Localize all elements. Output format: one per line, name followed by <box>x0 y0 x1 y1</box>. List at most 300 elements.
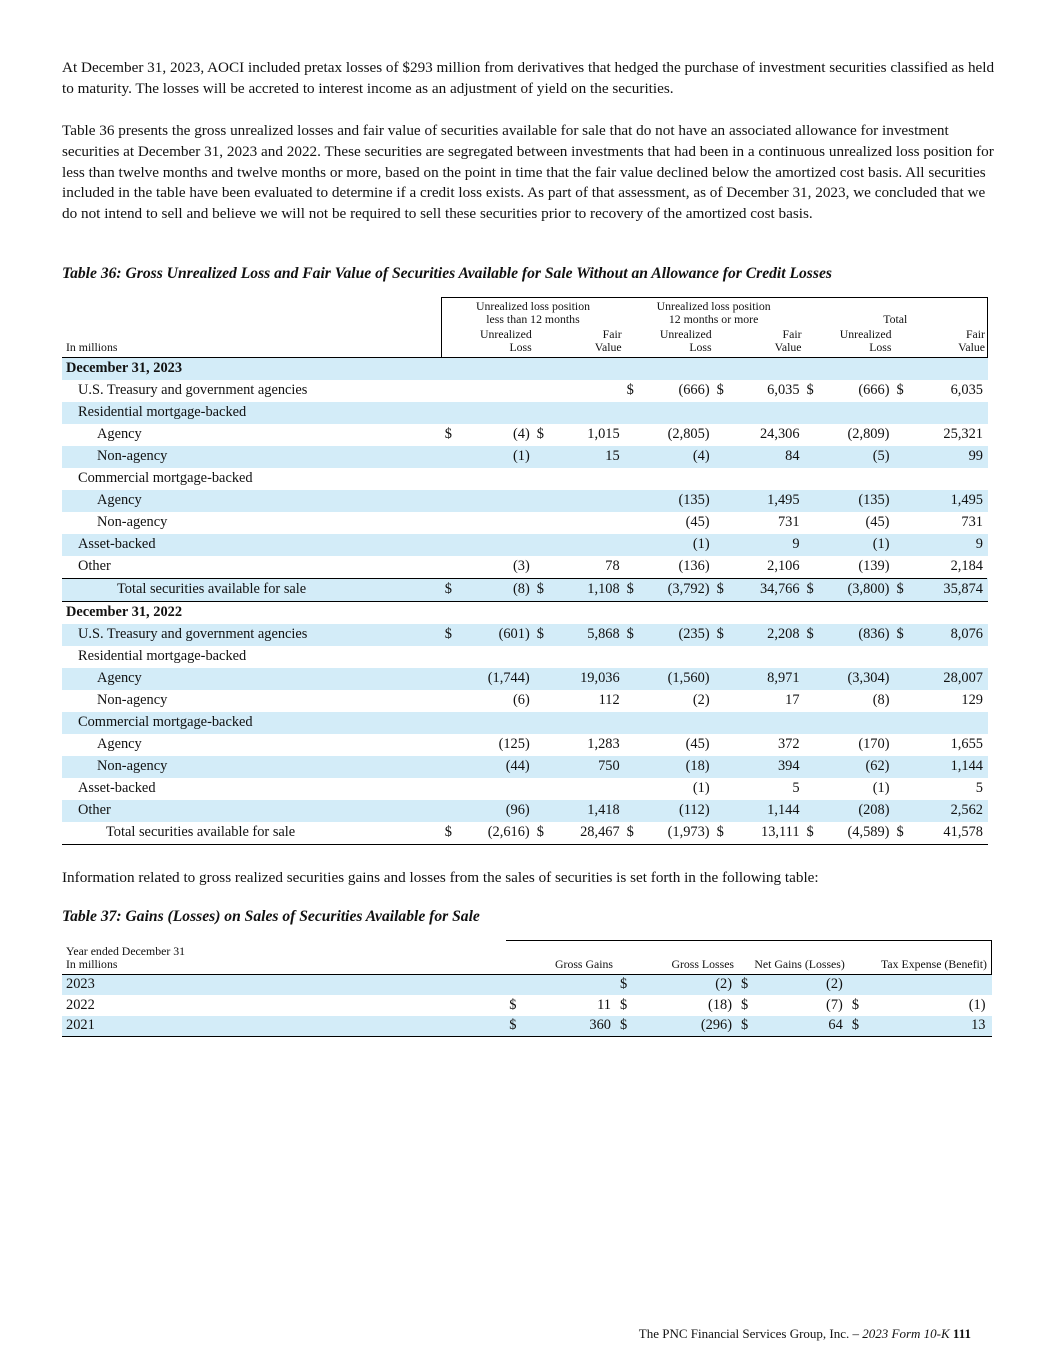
table36-cell-value: 8,971 <box>727 668 804 690</box>
table36-currency-symbol <box>804 734 817 756</box>
table36-column-header <box>804 328 894 358</box>
table36-cell-value: (1) <box>872 780 890 796</box>
table36-row <box>62 402 988 424</box>
table36-row <box>62 490 988 512</box>
table36-row-label: December 31, 2022 <box>66 604 183 620</box>
table36-currency-symbol <box>714 668 727 690</box>
table36-cell-value: (135) <box>817 490 894 512</box>
table36-cell-value: 78 <box>605 558 620 574</box>
table36-cell-value <box>454 646 534 668</box>
table36-cell-value: (135) <box>637 490 714 512</box>
table36-cell-value: 24,306 <box>759 426 800 442</box>
table36-currency-symbol <box>442 800 454 822</box>
table36-currency-symbol <box>624 778 637 800</box>
table36-column-header <box>714 328 804 358</box>
table37-currency-symbol: $ <box>738 1016 750 1037</box>
table36-column-header <box>893 328 987 358</box>
table36-currency-symbol <box>442 646 454 668</box>
table36-currency-symbol <box>534 778 547 800</box>
table36-row-label: U.S. Treasury and government agencies <box>78 382 308 398</box>
table36-currency-symbol <box>804 690 817 712</box>
table36-currency-symbol: $ <box>714 578 727 601</box>
table36-currency-symbol <box>893 778 906 800</box>
table36-row-label: Non-agency <box>62 756 442 778</box>
table36-column-header <box>442 328 534 358</box>
table36-cell-value <box>454 534 534 556</box>
table36-group-header-line: Unrealized loss position <box>475 298 590 313</box>
table36-cell-value: 28,467 <box>547 822 624 845</box>
table36-row-label: Asset-backed <box>78 780 156 796</box>
table36-currency-symbol <box>442 468 454 490</box>
table36-currency-symbol <box>893 601 906 624</box>
table36-group-header-line: Total <box>883 311 908 326</box>
table37-header-label <box>62 941 506 975</box>
table36-currency-symbol <box>442 734 454 756</box>
table36-currency-symbol <box>893 402 906 424</box>
table37-year: 2023 <box>62 974 506 995</box>
table36-cell-value <box>727 357 804 380</box>
table36-currency-symbol <box>534 646 547 668</box>
table36-currency-symbol: $ <box>804 578 817 601</box>
table36-cell-value: (170) <box>858 736 890 752</box>
table36-column-header-line: Fair <box>965 326 985 341</box>
table36-cell-value <box>906 712 987 734</box>
table36-cell-value: (3,800) <box>817 578 894 601</box>
table36-cell-value <box>454 490 534 512</box>
table36-cell-value: 750 <box>547 756 624 778</box>
table36-currency-symbol <box>442 446 454 468</box>
table36-cell-value <box>637 601 714 624</box>
table36-column-header-line: Value <box>594 339 622 354</box>
table36-cell-value <box>547 601 624 624</box>
table36-currency-symbol <box>442 490 454 512</box>
table36-group-header-line: Unrealized loss position <box>656 298 771 313</box>
table36-cell-value <box>454 402 534 424</box>
table37-cell-value: 11 <box>597 996 611 1013</box>
table36-currency-symbol <box>714 556 727 579</box>
table36-column-header-line: Loss <box>869 339 892 354</box>
table36-column-header-line: Value <box>958 339 985 354</box>
table37-cell-value: (2) <box>750 974 848 995</box>
table36-currency-symbol <box>534 756 547 778</box>
footer-company: The PNC Financial Services Group, Inc. – <box>638 1326 860 1341</box>
table36-currency-symbol <box>804 646 817 668</box>
table37-column-header: Tax Expense (Benefit) <box>849 941 992 975</box>
table36-total-row <box>62 578 988 601</box>
table36-currency-symbol <box>442 712 454 734</box>
table37-currency-symbol: $ <box>506 1016 518 1037</box>
table36-cell-value: 1,015 <box>587 426 620 442</box>
table36-currency-symbol <box>714 357 727 380</box>
table37-cell-value: (18) <box>708 996 733 1013</box>
table37-cell-value: 64 <box>750 1016 848 1037</box>
table36-currency-symbol: $ <box>626 382 634 398</box>
table36-row <box>62 734 988 756</box>
table36-currency-symbol: $ <box>893 822 906 845</box>
table36-cell-value: (45) <box>685 736 710 752</box>
table36-currency-symbol: $ <box>896 382 904 398</box>
table36-cell-value <box>906 357 987 380</box>
table36-cell-value: (1,744) <box>454 668 534 690</box>
table36-row-label: U.S. Treasury and government agencies <box>62 624 442 646</box>
table36-cell-value: (125) <box>498 736 530 752</box>
table36-cell-value <box>727 468 804 490</box>
table36-cell-value <box>906 468 987 490</box>
table37-column-header: Gross Gains <box>506 941 617 975</box>
table36-column-header <box>624 328 714 358</box>
table36-currency-symbol <box>624 468 637 490</box>
table36-currency-symbol <box>624 690 637 712</box>
table36-cell-value: 1,144 <box>906 756 987 778</box>
table36-currency-symbol <box>534 668 547 690</box>
table36-cell-value: (601) <box>454 624 534 646</box>
table36-currency-symbol: $ <box>624 624 637 646</box>
table36-cell-value: (4) <box>637 446 714 468</box>
table36-cell-value: (666) <box>858 382 890 398</box>
table36-column-header-row <box>62 328 988 358</box>
table37-units-label: In millions <box>66 956 118 971</box>
table36-currency-symbol <box>714 601 727 624</box>
table36-currency-symbol <box>714 446 727 468</box>
table37 <box>62 940 992 1037</box>
table36-cell-value <box>547 534 624 556</box>
table36-cell-value: 84 <box>727 446 804 468</box>
table36-column-header-line: Fair <box>602 326 622 341</box>
table36-currency-symbol <box>624 534 637 556</box>
table36-cell-value <box>817 601 894 624</box>
table36-currency-symbol: $ <box>534 624 547 646</box>
table37-header-row <box>62 941 992 975</box>
table36-currency-symbol: $ <box>442 578 454 601</box>
table36-cell-value: (8) <box>454 578 534 601</box>
table36-row-label: Other <box>62 800 442 822</box>
table36-cell-value: 5 <box>975 780 983 796</box>
table36-currency-symbol <box>442 512 454 534</box>
table36-currency-symbol <box>804 357 817 380</box>
table36-cell-value: 17 <box>785 692 800 708</box>
table36-currency-symbol: $ <box>806 382 814 398</box>
table37-currency-symbol: $ <box>617 1016 629 1037</box>
table36-currency-symbol <box>624 446 637 468</box>
table36-cell-value <box>906 646 987 668</box>
table36-cell-value: (8) <box>872 692 890 708</box>
table36-cell-value: 372 <box>777 736 800 752</box>
table36-currency-symbol <box>804 468 817 490</box>
table36 <box>62 297 988 845</box>
table36-cell-value: (2) <box>692 692 710 708</box>
table36-row-label: Asset-backed <box>62 534 442 556</box>
table36-column-header <box>534 328 624 358</box>
table36-cell-value: 1,418 <box>547 800 624 822</box>
table36-title: Table 36: Gross Unrealized Loss and Fair Value of Securities Available for Sale Without an Allowance for Credit Losses <box>62 265 832 282</box>
table36-cell-value <box>817 402 894 424</box>
table36-currency-symbol <box>893 712 906 734</box>
table36-cell-value: (139) <box>858 558 890 574</box>
table36-currency-symbol <box>893 734 906 756</box>
table36-currency-symbol <box>714 646 727 668</box>
table36-row <box>62 800 988 822</box>
table37-currency-symbol: $ <box>851 996 860 1013</box>
table36-row-label: December 31, 2023 <box>62 357 442 380</box>
table36-cell-value: 1,108 <box>547 578 624 601</box>
table36-currency-symbol <box>534 534 547 556</box>
table36-column-header-line: Value <box>774 339 802 354</box>
table36-currency-symbol <box>624 357 637 380</box>
table37-currency-symbol: $ <box>741 996 749 1013</box>
table36-currency-symbol <box>442 601 454 624</box>
table36-cell-value: 1,655 <box>950 736 983 752</box>
table36-currency-symbol <box>893 556 906 579</box>
table36-currency-symbol <box>714 468 727 490</box>
table36-currency-symbol <box>534 468 547 490</box>
table36-currency-symbol: $ <box>714 822 727 845</box>
table36-cell-value: (1,560) <box>637 668 714 690</box>
between-paragraph: Information related to gross realized securities gains and losses from the sales of securities is set forth in the following table: <box>62 869 819 886</box>
table36-currency-symbol <box>714 800 727 822</box>
table36-cell-value <box>637 402 714 424</box>
table36-currency-symbol <box>624 646 637 668</box>
table37-row <box>62 1016 992 1037</box>
table36-cell-value <box>547 468 624 490</box>
table37-header-line: Year ended December 31 <box>66 943 186 958</box>
table37-cell-value: (296) <box>629 1016 738 1037</box>
table36-cell-value: 9 <box>906 534 987 556</box>
table36-currency-symbol <box>624 556 637 579</box>
table36-cell-value: (3) <box>512 558 530 574</box>
table36-currency-symbol <box>442 690 454 712</box>
table36-row <box>62 380 988 402</box>
table36-cell-value: 15 <box>547 446 624 468</box>
table37-cell-value: (1) <box>968 996 986 1013</box>
table36-currency-symbol <box>624 512 637 534</box>
table36-cell-value <box>454 468 534 490</box>
footer-page-number: 111 <box>952 1326 971 1341</box>
table36-currency-symbol <box>804 778 817 800</box>
table36-row-label: Agency <box>97 426 142 442</box>
table36-cell-value <box>547 512 624 534</box>
table36-currency-symbol <box>534 601 547 624</box>
table36-column-header-line: Unrealized <box>659 326 712 341</box>
table36-cell-value: 2,106 <box>767 558 800 574</box>
table36-currency-symbol <box>804 512 817 534</box>
table36-currency-symbol <box>534 734 547 756</box>
table36-row <box>62 668 988 690</box>
table36-currency-symbol <box>624 668 637 690</box>
table36-cell-value <box>547 380 624 402</box>
table36-cell-value <box>906 601 987 624</box>
table36-currency-symbol <box>534 556 547 579</box>
table36-currency-symbol <box>893 446 906 468</box>
table36-cell-value <box>817 357 894 380</box>
table36-cell-value: 1,144 <box>727 800 804 822</box>
table36-cell-value: (836) <box>817 624 894 646</box>
table36-currency-symbol <box>893 512 906 534</box>
table36-currency-symbol <box>714 534 727 556</box>
table37-currency-symbol: $ <box>738 974 750 995</box>
table36-cell-value: 25,321 <box>943 426 983 442</box>
table36-row <box>62 690 988 712</box>
table36-currency-symbol <box>714 424 727 446</box>
table36-currency-symbol: $ <box>442 822 454 845</box>
table36-currency-symbol <box>624 424 637 446</box>
table36-cell-value: 394 <box>727 756 804 778</box>
table36-currency-symbol <box>804 402 817 424</box>
table36-currency-symbol: $ <box>444 426 452 442</box>
table36-currency-symbol <box>442 357 454 380</box>
table36-cell-value: 9 <box>727 534 804 556</box>
table37-cell-value <box>861 974 991 995</box>
table37-row <box>62 974 992 995</box>
table36-cell-value <box>454 380 534 402</box>
table36-row <box>62 468 988 490</box>
table36-cell-value <box>454 778 534 800</box>
table36-cell-value: (96) <box>454 800 534 822</box>
table36-column-header-line: Unrealized <box>479 326 532 341</box>
table37-column-header: Net Gains (Losses) <box>738 941 849 975</box>
table36-row-label: Other <box>78 558 111 574</box>
table36-currency-symbol <box>714 512 727 534</box>
table36-currency-symbol <box>714 756 727 778</box>
table36-cell-value: (62) <box>817 756 894 778</box>
table36-currency-symbol <box>534 402 547 424</box>
table36-currency-symbol <box>893 424 906 446</box>
table36-currency-symbol <box>442 534 454 556</box>
table36-currency-symbol <box>804 601 817 624</box>
table36-row-label: Agency <box>62 490 442 512</box>
table36-currency-symbol <box>893 357 906 380</box>
table36-currency-symbol: $ <box>714 624 727 646</box>
table36-cell-value: 5,868 <box>547 624 624 646</box>
table36-currency-symbol <box>534 690 547 712</box>
table37-cell-value <box>519 974 617 995</box>
table36-currency-symbol <box>893 490 906 512</box>
table36-row <box>62 556 988 579</box>
table36-cell-value: (45) <box>865 514 890 530</box>
table36-cell-value <box>637 468 714 490</box>
table36-row <box>62 646 988 668</box>
table36-cell-value <box>547 402 624 424</box>
table36-group-header <box>442 298 624 328</box>
table36-cell-value: 34,766 <box>727 578 804 601</box>
table36-cell-value <box>547 712 624 734</box>
table36-row <box>62 446 988 468</box>
table36-cell-value: (235) <box>637 624 714 646</box>
table36-currency-symbol <box>624 712 637 734</box>
table36-currency-symbol <box>714 402 727 424</box>
table36-currency-symbol <box>534 357 547 380</box>
table36-cell-value <box>906 402 987 424</box>
intro-paragraph-table36: Table 36 presents the gross unrealized losses and fair value of securities available for sale that do not have an associated allowance for investment securities at December 31, 2023 and 2022. These securities are segregated between investments that had been in a continuous unrealized loss position for less than twelve months and twelve months or more, based on the point in time that the fair value declined below the amortized cost basis. All securities included in the table have been evaluated to determine if a credit loss exists. As part of that assessment, as of December 31, 2023, we concluded that we do not intend to sell and believe we will not be required to sell these securities prior to recovery of the amortized cost basis. <box>62 122 994 223</box>
table36-currency-symbol <box>442 668 454 690</box>
table36-currency-symbol <box>534 446 547 468</box>
table36-currency-symbol <box>804 534 817 556</box>
table36-currency-symbol <box>893 668 906 690</box>
table36-cell-value: 28,007 <box>906 668 987 690</box>
table36-currency-symbol <box>804 556 817 579</box>
table36-cell-value: 35,874 <box>906 578 987 601</box>
table36-cell-value: 99 <box>906 446 987 468</box>
table36-cell-value: 19,036 <box>547 668 624 690</box>
table36-row-label: Commercial mortgage-backed <box>62 712 442 734</box>
table36-currency-symbol <box>893 756 906 778</box>
table36-cell-value <box>637 357 714 380</box>
table36-cell-value: (4,589) <box>817 822 894 845</box>
table36-currency-symbol: $ <box>804 822 817 845</box>
table36-row <box>62 512 988 534</box>
table36-cell-value: (2,805) <box>667 426 710 442</box>
table36-cell-value <box>547 490 624 512</box>
table37-currency-symbol: $ <box>849 1016 861 1037</box>
table36-currency-symbol <box>893 800 906 822</box>
table36-cell-value: 2,208 <box>727 624 804 646</box>
table36-cell-value: 13,111 <box>727 822 804 845</box>
table36-currency-symbol: $ <box>893 578 906 601</box>
table36-currency-symbol <box>893 690 906 712</box>
table37-year: 2022 <box>66 996 95 1013</box>
table36-currency-symbol: $ <box>624 822 637 845</box>
table36-cell-value: 1,495 <box>727 490 804 512</box>
table36-currency-symbol <box>893 468 906 490</box>
table36-cell-value <box>727 646 804 668</box>
table36-currency-symbol <box>893 534 906 556</box>
table36-cell-value: (1) <box>692 780 710 796</box>
footer-form: 2023 Form 10-K <box>862 1326 950 1341</box>
table36-currency-symbol <box>714 734 727 756</box>
table36-cell-value: (208) <box>817 800 894 822</box>
table36-cell-value: (1) <box>637 534 714 556</box>
table36-cell-value: (3,304) <box>817 668 894 690</box>
table36-currency-symbol: $ <box>804 624 817 646</box>
table36-cell-value: (666) <box>678 382 710 398</box>
table36-currency-symbol <box>442 556 454 579</box>
table36-currency-symbol <box>804 712 817 734</box>
table36-currency-symbol <box>442 778 454 800</box>
table36-group-header <box>624 298 804 328</box>
table36-row-label: Non-agency <box>97 514 168 530</box>
table36-currency-symbol <box>714 690 727 712</box>
table36-cell-value <box>454 712 534 734</box>
table36-cell-value: (18) <box>637 756 714 778</box>
table36-column-header-line: Unrealized <box>839 326 892 341</box>
table36-row-label: Residential mortgage-backed <box>78 648 247 664</box>
table36-cell-value: (5) <box>817 446 894 468</box>
table36-currency-symbol <box>534 800 547 822</box>
table37-currency-symbol: $ <box>620 996 628 1013</box>
table36-cell-value <box>547 357 624 380</box>
table36-cell-value <box>637 646 714 668</box>
table36-currency-symbol <box>624 601 637 624</box>
table36-group-header <box>804 298 988 328</box>
table36-cell-value: (2,809) <box>847 426 890 442</box>
table36-currency-symbol <box>624 756 637 778</box>
table36-currency-symbol: $ <box>536 426 544 442</box>
table36-row-label: Non-agency <box>97 692 168 708</box>
table36-section-row <box>62 357 988 380</box>
table36-cell-value: 6,035 <box>767 382 800 398</box>
table36-cell-value <box>547 778 624 800</box>
table36-group-header-row <box>62 298 988 328</box>
table36-cell-value: 2,562 <box>906 800 987 822</box>
table36-cell-value: (112) <box>637 800 714 822</box>
table36-row-label: Total securities available for sale <box>62 578 442 601</box>
table36-currency-symbol <box>714 490 727 512</box>
table36-cell-value: (3,792) <box>637 578 714 601</box>
table36-cell-value: (136) <box>678 558 710 574</box>
table36-column-header-line: Loss <box>689 339 712 354</box>
table36-cell-value <box>817 468 894 490</box>
table37-row <box>62 995 992 1016</box>
table36-total-row <box>62 822 988 845</box>
